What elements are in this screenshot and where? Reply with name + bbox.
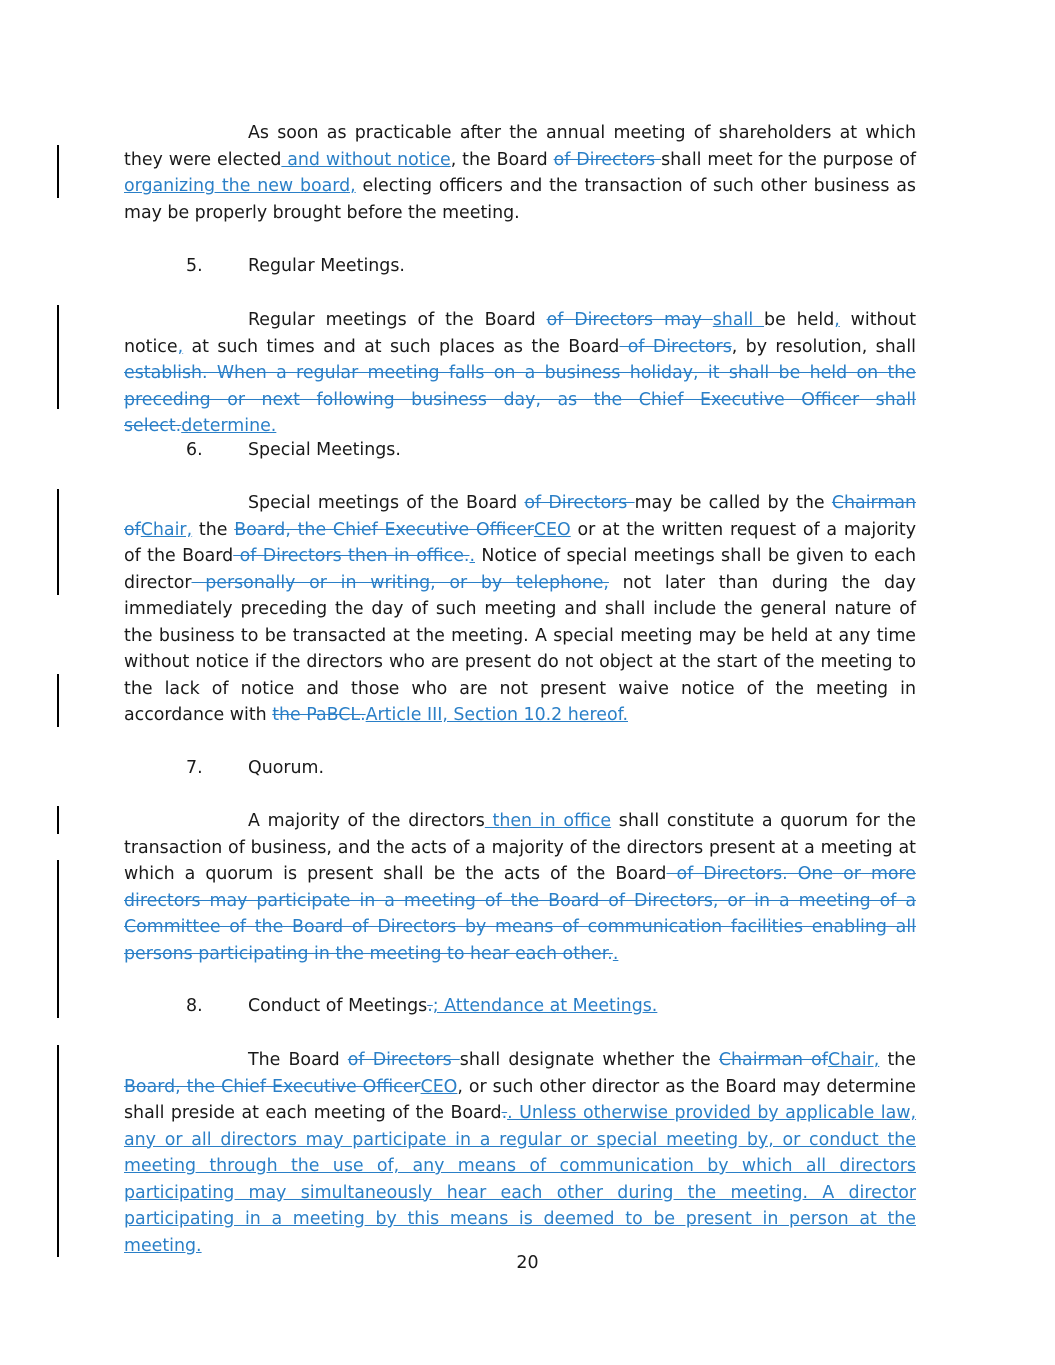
change-bar <box>57 674 59 727</box>
paragraph-conduct-of-meetings: The Board of Directors shall designate whether the Chairman ofChair, the Board, the Chief Executive OfficerCEO, or such other director as the Board may determine shall preside at each meeting of the Board.. Unless otherwise provided by applicable law, any or all directors may participate in a regular or special meeting by, or conduct the meeting through the use of, any means of communication by which all directors participating may simultaneously hear each other during the meeting. A director participating in a meeting by this means is deemed to be present in person at the meeting. <box>124 1050 916 1256</box>
change-bar <box>57 806 59 834</box>
paragraph-annual-board-meeting: As soon as practicable after the annual meeting of shareholders at which they were elected and without notice, the Board of Directors shall meet for the purpose of organizing the new board, electing officers and the transaction of such other business as may be properly brought before the meeting. <box>124 123 916 223</box>
paragraph-quorum: A majority of the directors then in office shall constitute a quorum for the transaction of business, and the acts of a majority of the directors present at a meeting at which a quorum is present shall be the acts of the Board of Directors. One or more directors may participate in a meeting of the Board of Directors, or in a meeting of a Committee of the Board of Directors by means of communication facilities enabling all persons participating in the meeting to hear each other.. <box>124 811 916 964</box>
change-bar <box>57 145 59 198</box>
paragraph-special-meetings: Special meetings of the Board of Directors may be called by the Chairman ofChair, the Board, the Chief Executive OfficerCEO or at the written request of a majority of the Board of Directors then in office.. Notice of special meetings shall be given to each director personally or in writing, or by telephone, not later than during the day immediately preceding the day of such meeting and shall include the general nature of the business to be transacted at the meeting. A special meeting may be held at any time without notice if the directors who are present do not object at the start of the meeting to the lack of notice and those who are not present waive notice of the meeting in accordance with the PaBCL.Article III, Section 10.2 hereof. <box>124 493 917 725</box>
section-8-heading: 8. Conduct of Meetings.; Attendance at Meetings. <box>186 996 658 1016</box>
page-number: 20 <box>516 1253 539 1273</box>
change-bar <box>57 305 59 409</box>
section-7-heading: 7. Quorum. <box>186 758 324 778</box>
paragraph-regular-meetings: Regular meetings of the Board of Directors may shall be held, without notice, at such times and at such places as the Board of Directors, by resolution, shall establish. When a regular meeting falls on a business holiday, it shall be held on the preceding or next following business day, as the Chief Executive Officer shall select.determine. <box>124 310 917 436</box>
section-5-heading: 5. Regular Meetings. <box>186 256 405 276</box>
section-6-heading: 6. Special Meetings. <box>186 440 401 460</box>
change-bar <box>57 489 59 595</box>
change-bar <box>57 1045 59 1257</box>
change-bar <box>57 860 59 1018</box>
